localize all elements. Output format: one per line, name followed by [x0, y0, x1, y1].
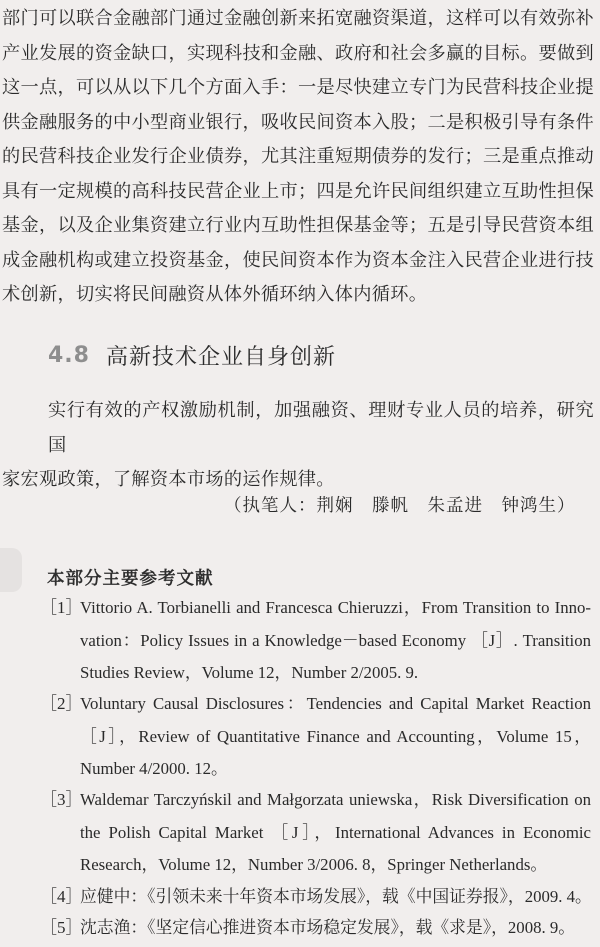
paragraph-line: 具有一定规模的高科技民营企业上市；四是允许民间组织建立互助性担保 — [2, 180, 594, 202]
reference-line: the Polish Capital Market ［J］，International Advances in Economic — [80, 822, 591, 842]
body-paragraph-2 — [2, 394, 594, 498]
bleed-through-mark — [0, 548, 22, 592]
reference-text — [80, 688, 591, 786]
reference-line: 沈志渔：《坚定信心推进资本市场稳定发展》，载《求是》，2008. 9。 — [80, 918, 576, 937]
reference-text — [80, 881, 591, 914]
paragraph-line: 部门可以联合金融部门通过金融创新来拓宽融资渠道，这样可以有效弥补 — [2, 8, 594, 29]
reference-text — [80, 912, 591, 945]
references-heading: 本部分主要参考文献 — [47, 569, 214, 589]
paragraph-line: 实行有效的产权激励机制，加强融资、理财专业人员的培养，研究国 — [48, 400, 594, 456]
reference-number: ［3］ — [40, 790, 83, 809]
paragraph-line: 基金，以及企业集资建立行业内互助性担保基金等；五是引导民营资本组 — [2, 215, 594, 236]
paragraph-line: 成金融机构或建立投资基金，使民间资本作为资本金注入民营企业进行技 — [2, 249, 594, 271]
reference-line: Voluntary Causal Disclosures：Tendencies and Capital Market Reaction — [80, 694, 591, 713]
paragraph-line: 供金融服务的中小型商业银行，吸收民间资本入股；二是积极引导有条件 — [2, 111, 594, 133]
reference-line: 应健中：《引领未来十年资本市场发展》，载《中国证券报》，2009. 4。 — [80, 887, 592, 906]
reference-number: ［5］ — [40, 918, 83, 937]
reference-line: Number 4/2000. 12。 — [80, 759, 228, 778]
paragraph-line: 产业发展的资金缺口，实现科技和金融、政府和社会多赢的目标。要做到 — [2, 42, 594, 64]
reference-text — [80, 592, 591, 690]
reference-line: Waldemar Tarczyńskil and Małgorzata uniewska，Risk Diversification on — [80, 790, 591, 809]
reference-number: ［4］ — [40, 887, 83, 906]
reference-line: vation：Policy Issues in a Knowledge－based Economy ［J］. Transition — [80, 630, 591, 650]
reference-number: ［2］ — [40, 694, 83, 713]
paragraph-line: 家宏观政策，了解资本市场的运作规律。 — [2, 469, 335, 490]
authors-line: （执笔人：荆娴 滕帆 朱孟进 钟鸿生） — [224, 496, 576, 516]
section-title: 高新技术企业自身创新 — [106, 344, 337, 370]
paragraph-line: 的民营科技企业发行企业债券，尤其注重短期债券的发行；三是重点推动 — [2, 146, 594, 167]
section-heading — [48, 338, 336, 372]
reference-line: Studies Review，Volume 12，Number 2/2005. 9. — [80, 663, 419, 682]
reference-line: Vittorio A. Torbianelli and Francesca Chieruzzi，From Transition to Inno- — [80, 598, 591, 617]
reference-line: ［J］，Review of Quantitative Finance and Accounting，Volume 15， — [80, 726, 591, 746]
reference-number: ［1］ — [40, 598, 83, 617]
section-number: 4.8 — [48, 342, 90, 368]
paragraph-line: 术创新，切实将民间融资从体外循环纳入体内循环。 — [2, 284, 428, 305]
paragraph-line: 这一点，可以从以下几个方面入手：一是尽快建立专门为民营科技企业提 — [2, 77, 594, 98]
body-paragraph-1 — [2, 2, 594, 313]
reference-text — [80, 784, 591, 882]
reference-line: Research，Volume 12，Number 3/2006. 8，Springer Netherlands。 — [80, 855, 548, 874]
